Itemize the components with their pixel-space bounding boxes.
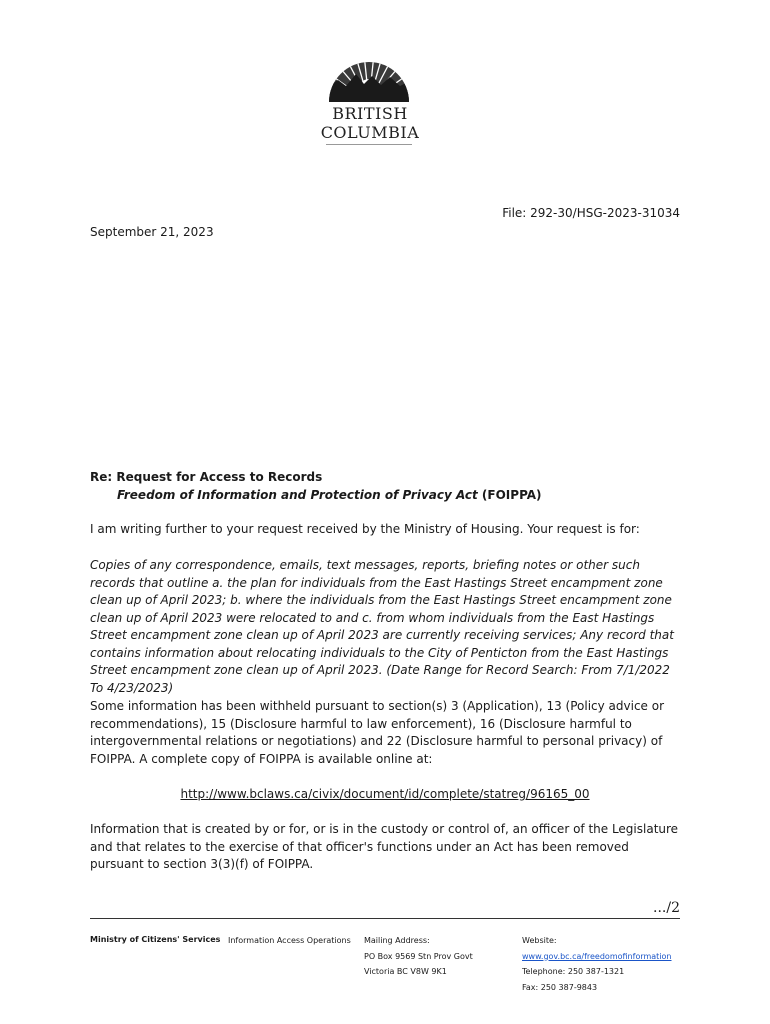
withheld-paragraph: Some information has been withheld pursuant to section(s) 3 (Application), 13 (Policy advice or recommendations), 15 (Disclosure harmful to law enforcement), 16 (Disclosure harmful to intergovernmental relations or negotiations) and 22 (Disclosure harmful to personal privacy) of FOIPPA. A complete copy of FOIPPA is available online at: [90,699,665,766]
bc-government-logo [316,44,424,148]
footer-mailing-address [364,933,473,980]
website-label: Website: [522,936,557,945]
mailing-line-1: PO Box 9569 Stn Prov Govt [364,951,473,961]
foippa-link-row [0,787,770,801]
fax: Fax: 250 387-9843 [522,982,598,992]
legislature-paragraph: Information that is created by or for, or is in the custody or control of, an officer of the Legislature and that relates to the exercise of that officer's functions under an Act has been removed pursuant to section 3(3)(f) of FOIPPA. [90,822,679,871]
telephone: Telephone: 250 387-1321 [522,967,625,976]
logo-text-columbia: COLUMBIA [320,123,420,142]
page-continuation: .../2 [653,900,680,916]
sun-mountains-logo-icon [326,44,412,104]
file-reference: File: 292-30/HSG-2023-31034 [502,206,680,220]
subject-act-line [117,488,542,502]
logo-divider [326,144,412,145]
subject-line: Re: Request for Access to Records [90,470,323,484]
website-link[interactable]: www.gov.bc.ca/freedomofinformation [522,951,672,961]
footer-contact [522,933,672,995]
logo-text-british: BRITISH [332,104,408,123]
intro-paragraph: I am writing further to your request received by the Ministry of Housing. Your request is for: [90,522,640,536]
footer-ministry: Ministry of Citizens' Services [90,935,221,944]
footer-divider [90,918,680,919]
letter-date: September 21, 2023 [90,225,214,239]
act-name: Freedom of Information and Protection of Privacy Act [117,488,478,502]
footer-office: Information Access Operations [228,936,351,945]
foippa-link[interactable]: http://www.bclaws.ca/civix/document/id/complete/statreg/96165_00 [180,787,590,801]
act-abbreviation: (FOIPPA) [477,488,542,502]
request-paragraph: Copies of any correspondence, emails, text messages, reports, briefing notes or other such records that outline a. the plan for individuals from the East Hastings Street encampment zone clean up of April 2023; b. where the individuals from the East Hastings Street encampment zone clean up of April 2023 were relocated to and c. from whom individuals from the East Hastings Street encampment zone clean up of April 2023 are currently receiving services; Any record that contains information about relocating individuals to the City of Penticton from the East Hastings Street encampment zone clean up of April 2023. (Date Range for Record Search: From 7/1/2022 To 4/23/2023) [90,558,674,695]
mailing-line-2: Victoria BC V8W 9K1 [364,967,447,976]
mailing-label: Mailing Address: [364,936,430,945]
